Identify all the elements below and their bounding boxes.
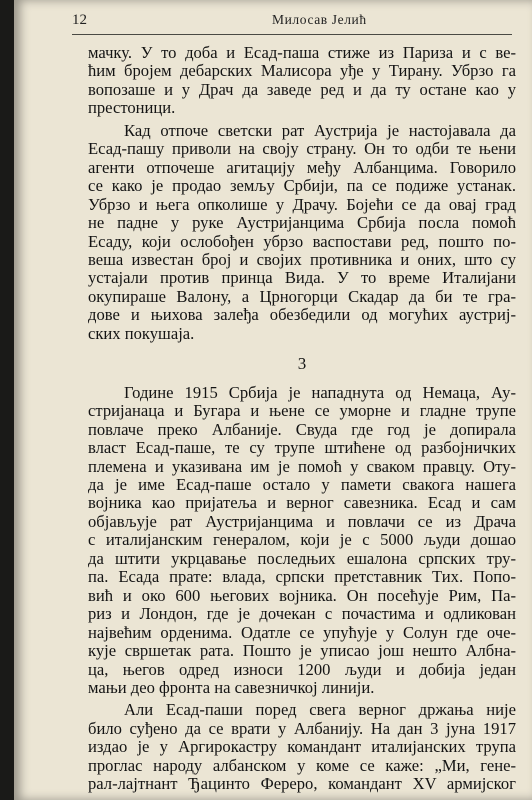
text-line: стријанаца и Бугара и њене се уморне и гладне трупе bbox=[88, 401, 516, 421]
text-line: ћим бројем дебарских Малисора уђе у Тирану. Убрзо га bbox=[88, 61, 516, 81]
text-line: објављује рат Аустријанцима и повлачи се из Драча bbox=[88, 511, 516, 531]
text-line: агенти отпочеше агитацију међу Албанцима. Говорило bbox=[88, 157, 516, 177]
text-line: па. Есада прате: влада, српски претставник Тих. Попо- bbox=[88, 567, 516, 587]
text-line: повлаче преко Албаније. Свуда где год је допирала bbox=[88, 419, 516, 439]
page-body bbox=[88, 44, 516, 794]
text-line: се како је продао земљу Србији, па се подиже устанак. bbox=[88, 176, 516, 196]
text-line: престоници. bbox=[88, 98, 176, 118]
text-line: с италијанским генералом, који је с 5000 људи дошао bbox=[88, 530, 516, 550]
paragraph bbox=[88, 701, 516, 793]
text-line: Али Есад-паши поред свега верног држања није bbox=[124, 700, 516, 720]
text-line: вопозаше и у Драч да заведе ред и да ту остане као у bbox=[88, 79, 516, 99]
text-line: устајали против принца Вида. У то време Италијани bbox=[88, 268, 516, 288]
text-line: Убрзо и њега опколише у Драчу. Бојећи се да овај град bbox=[88, 194, 516, 214]
text-line: проглас народу албанском у коме се каже: „Ми, гене- bbox=[88, 755, 516, 775]
text-line: веша известан број и својих противника и оних, што су bbox=[88, 249, 516, 269]
text-line: да штити укрцавање последњих ешалона српских тру- bbox=[88, 548, 516, 568]
text-line: рал-лајтнант Ђацинто Фереро, командант XV армијског bbox=[88, 774, 516, 794]
section-number: 3 bbox=[297, 354, 307, 374]
page-header bbox=[72, 10, 520, 32]
text-line: да је име Есад-паше остало у памети свакога нашега bbox=[88, 474, 516, 494]
text-line: мањи део фронта на савезничкој линији. bbox=[88, 677, 375, 697]
text-line: ца, његов одред износи 1200 људи и добија један bbox=[88, 659, 516, 679]
text-line: риз и Лондон, где је дочекан с почастима и одликован bbox=[88, 604, 516, 624]
text-line: ских покушаја. bbox=[88, 323, 195, 343]
page-number: 12 bbox=[72, 12, 87, 28]
text-line: издао је у Аргирокастру командант италијанских трупа bbox=[88, 737, 516, 757]
text-line: Кад отпоче светски рат Аустрија је настојавала да bbox=[124, 120, 516, 140]
text-line: окупираше Валону, а Црногорци Скадар да би те гра- bbox=[88, 286, 516, 306]
text-line: Есаду, који ослобођен убрзо васпостави ред, пошто по- bbox=[88, 231, 516, 251]
paragraph bbox=[88, 122, 516, 343]
book-page bbox=[14, 0, 532, 800]
text-line: кује свршетак рата. Пошто је уписао још нешто Албна- bbox=[88, 641, 516, 661]
text-line: Године 1915 Србија је нападнута од Немаца, Ау- bbox=[124, 382, 516, 402]
text-line: вић и око 600 његових војника. Он посећује Рим, Па- bbox=[88, 585, 516, 605]
text-line: не падне у руке Аустријанцима Србија посла помоћ bbox=[88, 213, 516, 233]
text-line: племена и указивана им је помоћ у сваком правцу. Оту- bbox=[88, 456, 516, 476]
text-line: највећим орденима. Одатле се упућује у Солун где оче- bbox=[88, 622, 516, 642]
header-rule bbox=[72, 34, 512, 35]
text-line: војника као пријатеља и верног савезника. Есад и сам bbox=[88, 493, 516, 513]
text-line: мачку. У то доба и Есад-паша стиже из Париза и с ве- bbox=[88, 43, 516, 62]
text-line: било суђено да се врати у Албанију. На дан 3 јуна 1917 bbox=[88, 718, 516, 738]
paragraph bbox=[88, 44, 516, 118]
running-head: Милосав Јелић bbox=[272, 12, 367, 27]
text-line: Есад-пашу приволи на своју страну. Он то одби те њени bbox=[88, 139, 516, 159]
paragraph bbox=[88, 384, 516, 698]
text-line: дове и њихова залеђа обезбедили од могућих аустриј- bbox=[88, 305, 516, 325]
text-line: власт Есад-паше, те су трупе штићене од разбојничких bbox=[88, 438, 516, 458]
